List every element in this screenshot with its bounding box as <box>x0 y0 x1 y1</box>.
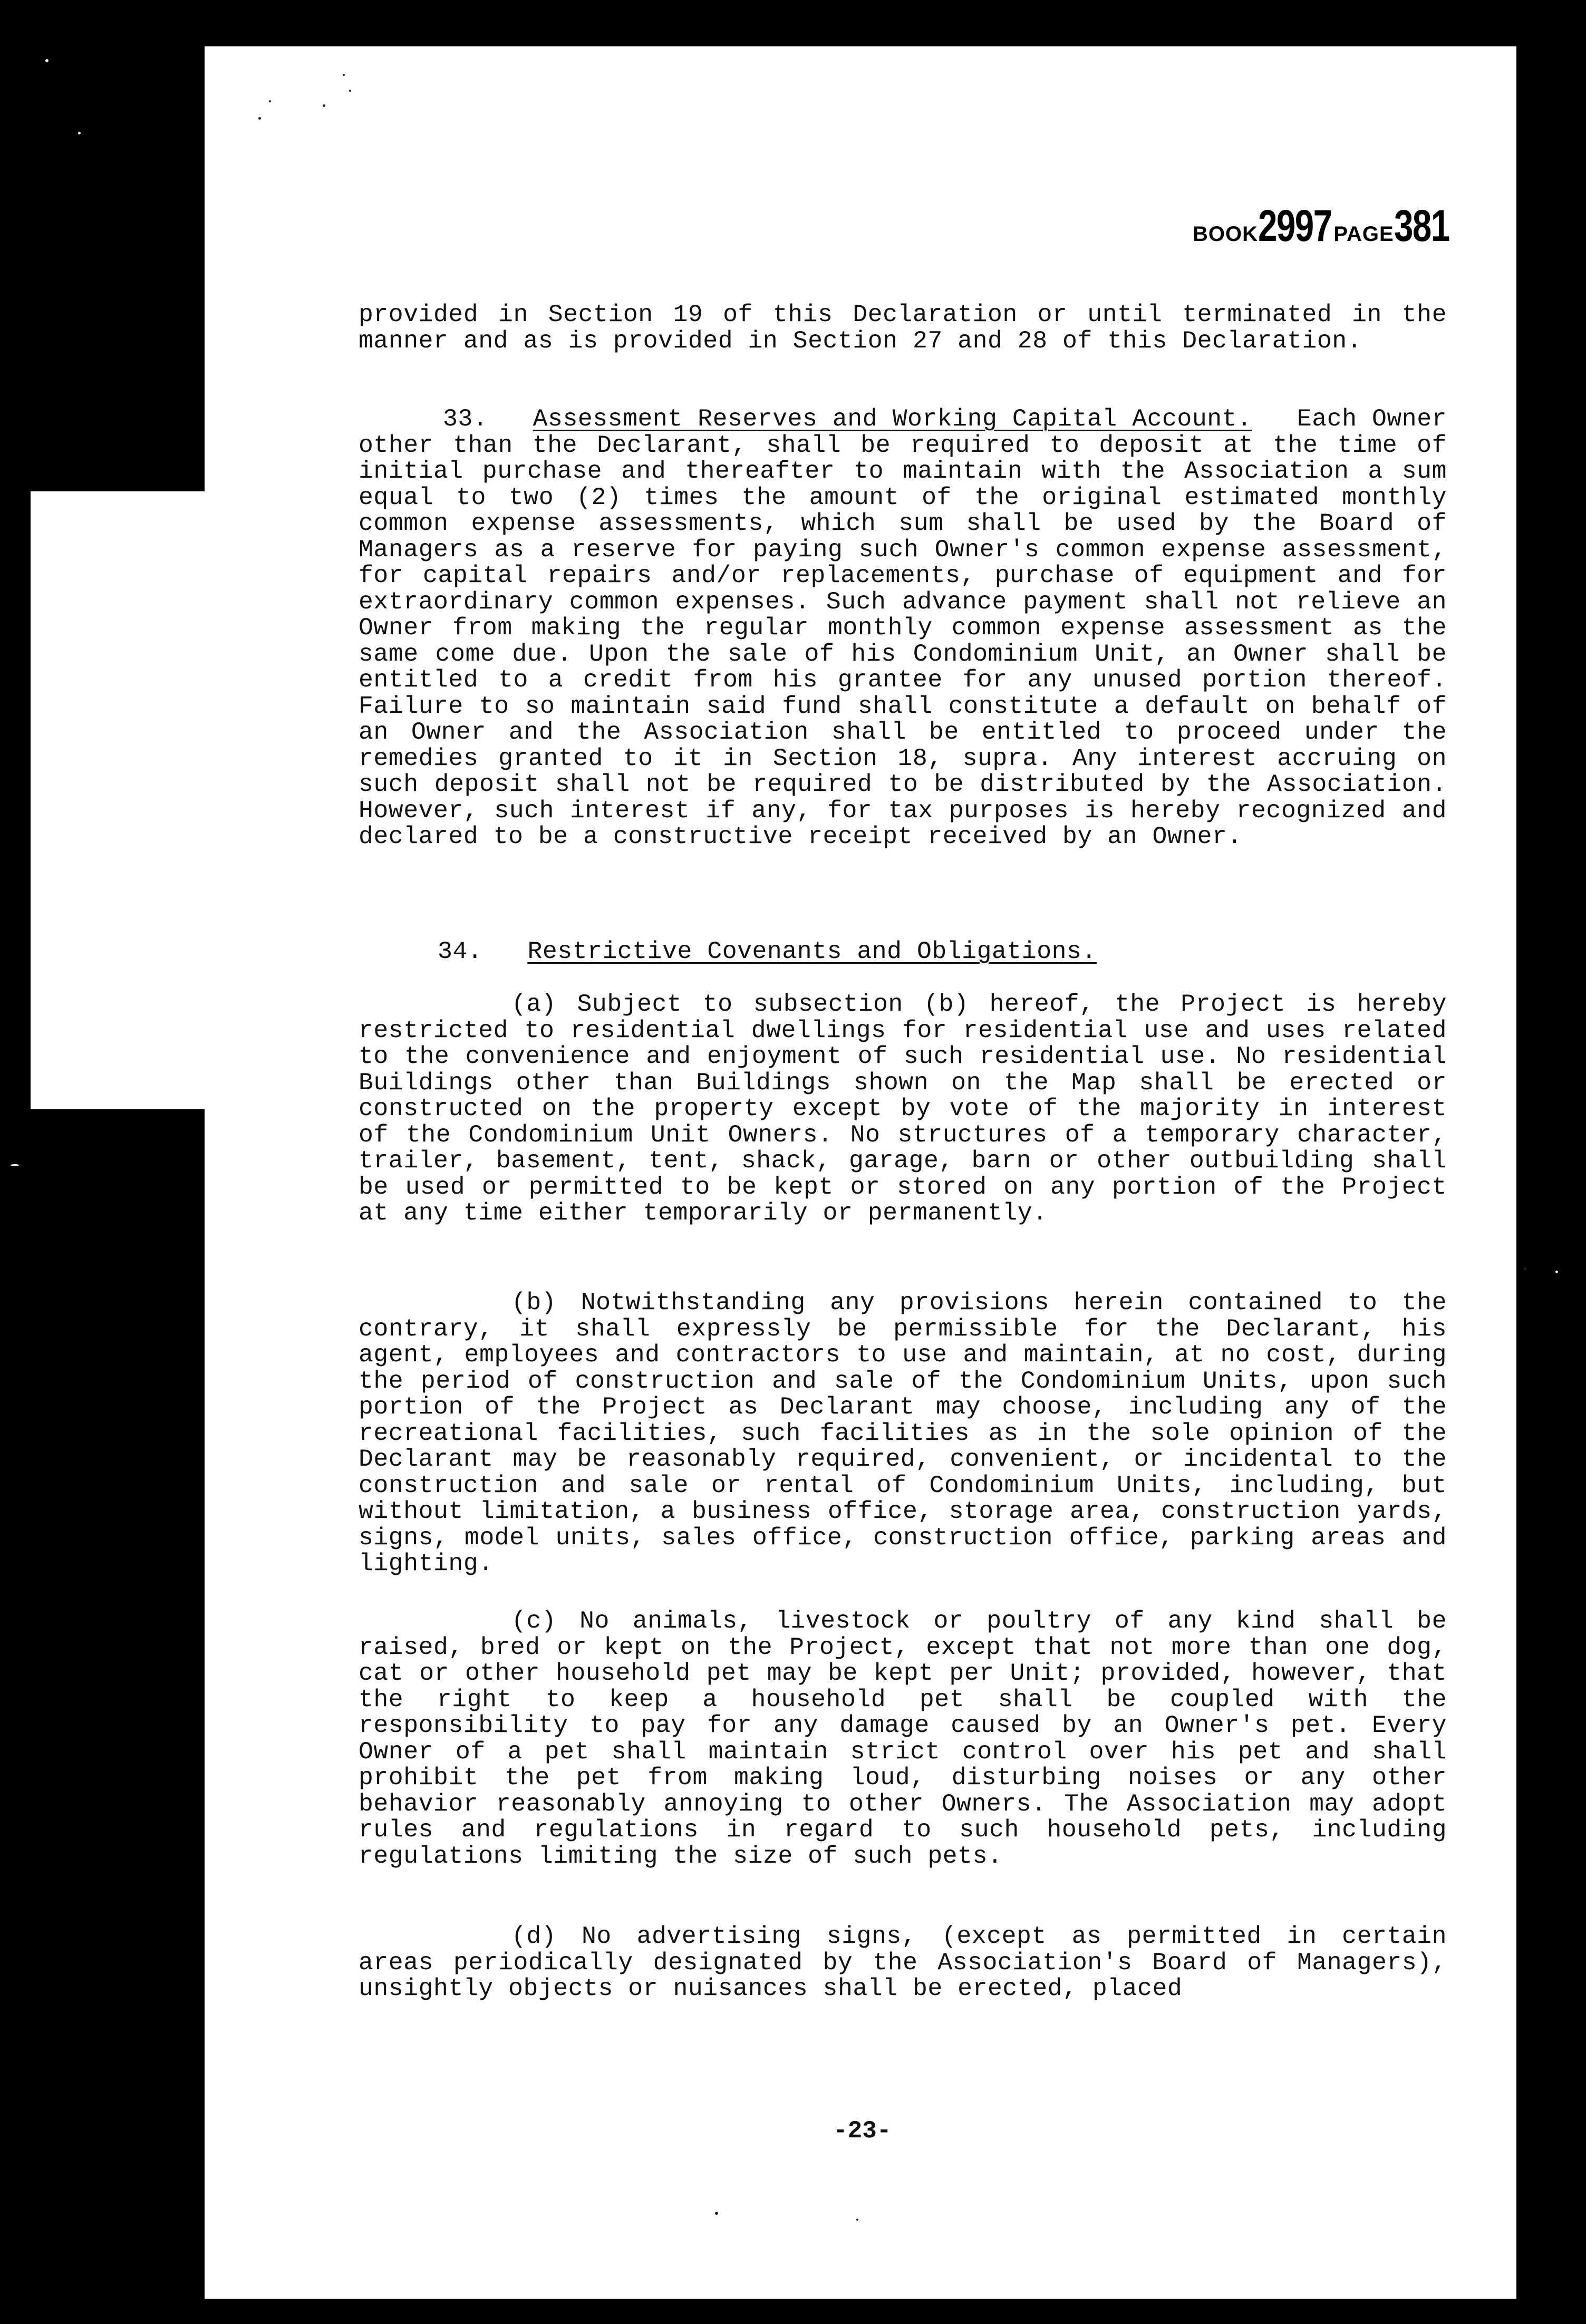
subsection-a: (a) Subject to subsection (b) hereof, the Project is hereby restricted to residential dwellings for residential use and uses related to the convenience and enjoyment of such residential use. No residential Buildings other than Buildings shown on the Map shall be erected or constructed on the property except by vote of the majority in interest of the Condominium Unit Owners. No structures of a temporary character, trailer, basement, tent, shack, garage, barn or other outbuilding shall be used or permitted to be kept or stored on any portion of the Project at any time either temporarily or permanently. <box>359 990 1447 1227</box>
subsection-d: (d) No advertising signs, (except as permitted in certain areas periodically designated by the Association's Board of Managers), unsightly objects or nuisances shall be erected, placed <box>359 1922 1447 2002</box>
section-34-heading-line <box>359 938 1447 965</box>
book-number: 2997 <box>1258 201 1332 250</box>
section-33-body: Each Owner other than the Declarant, shall be required to deposit at the time of initial purchase and thereafter to maintain with the Association a sum equal to two (2) times the amount of the original estimated monthly common expense assessments, which sum shall be used by the Board of Managers as a reserve for paying such Owner's common expense assessment, for capital repairs and/or replacements, purchase of equipment and for extraordinary common expenses. Such advance payment shall not relieve an Owner from making the regular monthly common expense assessment as the same come due. Upon the sale of his Condominium Unit, an Owner shall be entitled to a credit from his grantee for any unused portion thereof. Failure to so maintain said fund shall constitute a default on behalf of an Owner and the Association shall be entitled to proceed under the remedies granted to it in Section 18, supra. Any interest accruing on such deposit shall not be required to be distributed by the Association. However, such interest if any, for tax purposes is hereby recognized and declared to be a constructive receipt received by an Owner. <box>359 405 1447 850</box>
section-34c <box>359 1608 1447 1869</box>
body-text <box>359 302 1447 354</box>
scan-speck <box>1524 1267 1526 1270</box>
section-33 <box>359 406 1447 850</box>
page-number-stamp: 381 <box>1394 201 1449 250</box>
section-33-paragraph <box>359 406 1447 850</box>
section-34-title: Restrictive Covenants and Obligations. <box>527 937 1097 965</box>
section-34b <box>359 1290 1447 1577</box>
scan-speck <box>856 2219 858 2221</box>
scan-speck <box>715 2212 718 2215</box>
section-34-heading <box>359 938 1447 965</box>
paragraph-continuation: provided in Section 19 of this Declaration or until terminated in the manner and as is provided in Section 27 and 28 of this Declaration. <box>359 301 1447 355</box>
scan-speck <box>343 74 345 76</box>
page-label: PAGE <box>1333 222 1394 246</box>
scan-speck <box>349 90 351 92</box>
section-34a <box>359 991 1447 1226</box>
section-33-number: 33. <box>443 405 488 433</box>
scan-speck <box>78 132 81 134</box>
scan-margin-patch <box>31 491 210 1109</box>
subsection-c: (c) No animals, livestock or poultry of any kind shall be raised, bred or kept on the Project, except that not more than one dog, cat or other household pet may be kept per Unit; provided, however, that the right to keep a household pet shall be coupled with the responsibility to pay for any damage caused by an Owner's pet. Every Owner of a pet shall maintain strict control over his pet and shall prohibit the pet from making loud, disturbing noises or any other behavior reasonably annoying to other Owners. The Association may adopt rules and regulations in regard to such household pets, including regulations limiting the size of such pets. <box>359 1607 1447 1870</box>
scan-speck <box>323 104 325 107</box>
scan-speck <box>269 100 271 102</box>
scan-speck <box>1555 1271 1558 1273</box>
book-page-stamp <box>1193 200 1457 251</box>
scan-speck <box>45 59 49 62</box>
section-33-title: Assessment Reserves and Working Capital Account. <box>533 405 1252 433</box>
subsection-b: (b) Notwithstanding any provisions herein contained to the contrary, it shall expressly be permissible for the Declarant, his agent, employees and contractors to use and maintain, at no cost, during the period of construction and sale of the Condominium Units, upon such portion of the Project as Declarant may choose, including any of the recreational facilities, such facilities as in the sole opinion of the Declarant may be reasonably required, convenient, or incidental to the construction and sale or rental of Condominium Units, including, but without limitation, a business office, storage area, construction yards, signs, model units, sales office, construction office, parking areas and lighting. <box>359 1289 1447 1577</box>
scan-speck <box>11 1164 19 1166</box>
book-label: BOOK <box>1193 222 1258 246</box>
section-34-number: 34. <box>438 937 483 965</box>
section-34d <box>359 1923 1447 2002</box>
page-footer-number: -23- <box>833 2117 892 2145</box>
scan-speck <box>258 117 261 120</box>
